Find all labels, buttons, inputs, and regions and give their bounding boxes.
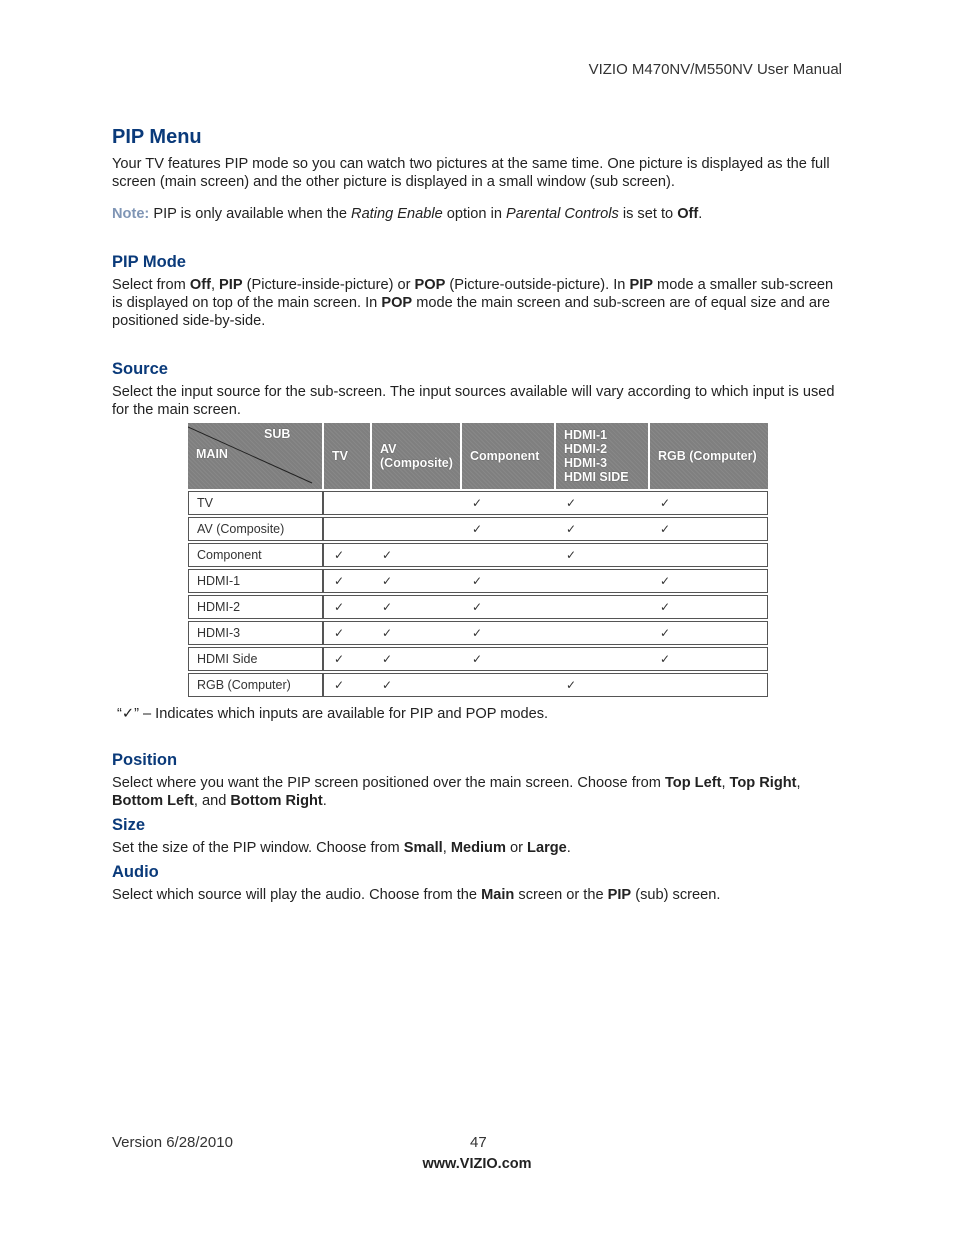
term-top-left: Top Left xyxy=(664,775,722,791)
section-title: PIP Menu xyxy=(112,126,202,148)
term-pop: POP xyxy=(414,277,446,293)
audio-paragraph xyxy=(112,886,844,904)
cell-component: ✓ xyxy=(462,621,556,645)
note-text: option in xyxy=(442,206,507,222)
table-row xyxy=(188,621,768,645)
cell-tv: ✓ xyxy=(324,543,372,567)
cell-rgb: ✓ xyxy=(650,647,768,671)
cell-av: ✓ xyxy=(372,595,462,619)
text: mode a smaller sub-screen is displayed on top of the main screen. In xyxy=(112,277,834,311)
note-off: Off xyxy=(677,206,699,222)
cell-rgb: ✓ xyxy=(650,621,768,645)
header-hdmi xyxy=(556,423,650,489)
cell-hdmi: ✓ xyxy=(556,491,650,515)
size-heading: Size xyxy=(112,816,146,834)
cell-hdmi xyxy=(556,621,650,645)
corner-sub-label: SUB xyxy=(264,427,291,441)
row-label: TV xyxy=(188,491,324,515)
source-paragraph: Select the input source for the sub-screen. The input sources available will vary according to which input is used for the main screen. xyxy=(112,384,835,418)
text: , xyxy=(721,775,730,791)
intro-paragraph: Your TV features PIP mode so you can watch two pictures at the same time. One picture is displayed as the full screen (main screen) and the other picture is displayed in a small window (sub screen). xyxy=(112,156,830,190)
cell-component: ✓ xyxy=(462,491,556,515)
row-label: HDMI-2 xyxy=(188,595,324,619)
corner-main-label: MAIN xyxy=(196,447,228,461)
pip-mode-heading: PIP Mode xyxy=(112,253,186,271)
cell-tv: ✓ xyxy=(324,647,372,671)
cell-hdmi: ✓ xyxy=(556,673,650,697)
cell-rgb: ✓ xyxy=(650,569,768,593)
cell-tv: ✓ xyxy=(324,673,372,697)
header-av-line2: (Composite) xyxy=(380,456,453,470)
table-row xyxy=(188,647,768,671)
text: mode the main screen and sub-screen are of equal size and are positioned side-by-side. xyxy=(112,295,830,329)
text: or xyxy=(505,840,528,856)
table-row xyxy=(188,595,768,619)
pip-mode-paragraph xyxy=(112,276,844,330)
manual-title: VIZIO M470NV/M550NV User Manual xyxy=(588,61,842,78)
cell-av xyxy=(372,517,462,541)
term-bottom-right: Bottom Right xyxy=(230,793,323,809)
term-medium: Medium xyxy=(450,840,506,856)
term-pop: POP xyxy=(381,295,413,311)
cell-rgb: ✓ xyxy=(650,517,768,541)
text: . xyxy=(322,793,327,809)
cell-hdmi xyxy=(556,595,650,619)
term-off: Off xyxy=(189,277,211,293)
row-label: AV (Composite) xyxy=(188,517,324,541)
table-row xyxy=(188,517,768,541)
row-label: RGB (Computer) xyxy=(188,673,324,697)
cell-component: ✓ xyxy=(462,569,556,593)
cell-hdmi: ✓ xyxy=(556,517,650,541)
text: (Picture-inside-picture) or xyxy=(242,277,415,293)
term-pip: PIP xyxy=(607,887,632,903)
header-hdmi3: HDMI-3 xyxy=(564,456,608,470)
note-text: is set to xyxy=(618,206,678,222)
cell-tv: ✓ xyxy=(324,621,372,645)
cell-av: ✓ xyxy=(372,543,462,567)
footer-version: Version 6/28/2010 xyxy=(112,1134,233,1151)
position-paragraph xyxy=(112,774,844,810)
lower-content xyxy=(112,751,844,904)
term-pip: PIP xyxy=(219,277,243,293)
text: Select where you want the PIP screen positioned over the main screen. Choose from xyxy=(112,775,665,791)
note-text: PIP is only available when the xyxy=(149,206,352,222)
cell-av: ✓ xyxy=(372,647,462,671)
header-tv xyxy=(324,423,372,489)
cell-tv xyxy=(324,517,372,541)
size-paragraph xyxy=(112,839,844,857)
page-number: 47 xyxy=(470,1134,487,1151)
term-top-right: Top Right xyxy=(729,775,797,791)
cell-rgb: ✓ xyxy=(650,595,768,619)
row-label: HDMI-1 xyxy=(188,569,324,593)
cell-tv: ✓ xyxy=(324,595,372,619)
table-header-row xyxy=(188,423,768,489)
term-bottom-left: Bottom Left xyxy=(112,793,194,809)
main-content xyxy=(112,126,844,419)
table-body xyxy=(188,491,768,697)
table-row xyxy=(188,569,768,593)
header-component-label: Component xyxy=(470,449,540,463)
header-hdmi2: HDMI-2 xyxy=(564,442,608,456)
check-legend: “✓” – Indicates which inputs are available for PIP and POP modes. xyxy=(117,706,549,722)
header-av xyxy=(372,423,462,489)
text: (sub) screen. xyxy=(631,887,721,903)
text: , xyxy=(796,775,801,791)
text: , xyxy=(210,277,220,293)
text: screen or the xyxy=(514,887,608,903)
cell-av: ✓ xyxy=(372,569,462,593)
cell-hdmi xyxy=(556,569,650,593)
cell-component xyxy=(462,543,556,567)
cell-hdmi: ✓ xyxy=(556,543,650,567)
cell-component: ✓ xyxy=(462,595,556,619)
text: Select from xyxy=(112,277,190,293)
note-parental-controls: Parental Controls xyxy=(506,206,619,222)
row-label: HDMI-3 xyxy=(188,621,324,645)
cell-component: ✓ xyxy=(462,517,556,541)
header-av-line1: AV xyxy=(380,442,397,456)
cell-av: ✓ xyxy=(372,621,462,645)
cell-av: ✓ xyxy=(372,673,462,697)
text: , xyxy=(442,840,451,856)
cell-rgb xyxy=(650,543,768,567)
cell-rgb xyxy=(650,673,768,697)
header-rgb-label: RGB (Computer) xyxy=(658,449,757,463)
header-rgb xyxy=(650,423,768,489)
header-hdmi1: HDMI-1 xyxy=(564,428,608,442)
text: Set the size of the PIP window. Choose from xyxy=(112,840,404,856)
row-label: HDMI Side xyxy=(188,647,324,671)
cell-component xyxy=(462,673,556,697)
table-row xyxy=(188,673,768,697)
footer-website: www.VIZIO.com xyxy=(422,1156,532,1172)
note-paragraph xyxy=(112,205,844,223)
cell-component: ✓ xyxy=(462,647,556,671)
text: , and xyxy=(193,793,231,809)
note-text: . xyxy=(698,206,703,222)
note-label: Note: xyxy=(112,206,150,222)
table-row xyxy=(188,543,768,567)
header-hdmi-side: HDMI SIDE xyxy=(564,470,629,484)
term-pip: PIP xyxy=(629,277,653,293)
header-corner xyxy=(188,423,324,489)
text: (Picture-outside-picture). In xyxy=(445,277,630,293)
term-small: Small xyxy=(403,840,443,856)
note-rating-enable: Rating Enable xyxy=(351,206,443,222)
header-tv-label: TV xyxy=(332,449,348,463)
row-label: Component xyxy=(188,543,324,567)
table-row xyxy=(188,491,768,515)
cell-tv: ✓ xyxy=(324,569,372,593)
source-heading: Source xyxy=(112,360,168,378)
cell-hdmi xyxy=(556,647,650,671)
audio-heading: Audio xyxy=(112,863,159,881)
cell-tv xyxy=(324,491,372,515)
text: . xyxy=(566,840,571,856)
term-main: Main xyxy=(481,887,515,903)
pip-source-table xyxy=(188,421,768,699)
cell-av xyxy=(372,491,462,515)
header-component xyxy=(462,423,556,489)
cell-rgb: ✓ xyxy=(650,491,768,515)
position-heading: Position xyxy=(112,751,178,769)
term-large: Large xyxy=(527,840,567,856)
text: Select which source will play the audio. Choose from the xyxy=(112,887,482,903)
